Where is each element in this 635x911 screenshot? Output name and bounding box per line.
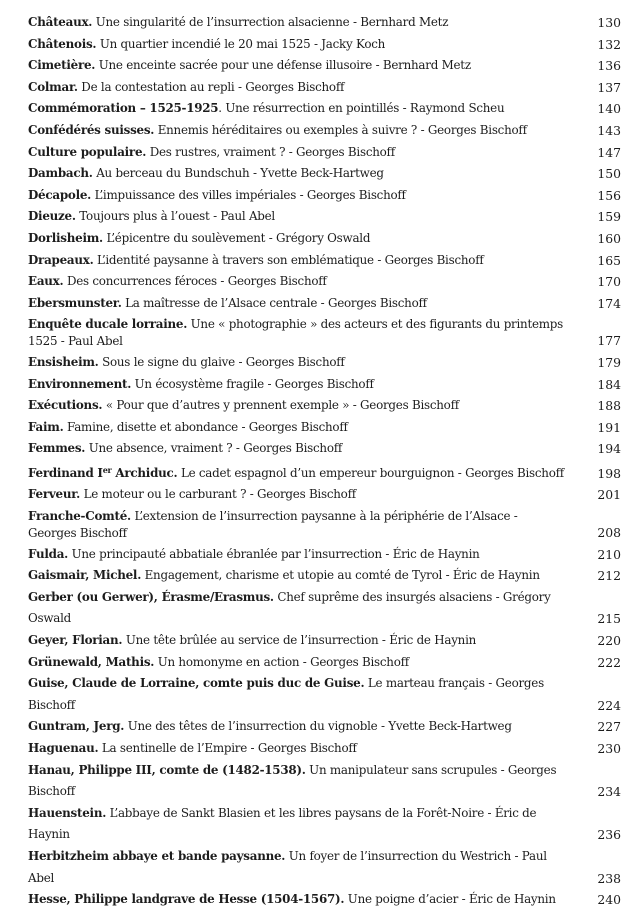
toc-entry	[28, 438, 621, 460]
toc-entry	[28, 738, 621, 760]
toc-entry-text	[28, 889, 589, 911]
toc-entry-title: Une principauté abbatiale ébranlée par l’insurrection - Éric de Haynin	[71, 546, 480, 561]
toc-entry	[28, 352, 621, 374]
toc-entry-heading-superscript: er	[102, 464, 112, 475]
toc-entry-title: Un manipulateur sans scrupules - Georges Bischoff	[28, 762, 557, 799]
toc-entry-title: Au berceau du Bundschuh - Yvette Beck-Hartweg	[96, 166, 384, 181]
toc-entry-text	[28, 120, 589, 142]
toc-entry-text	[28, 250, 589, 272]
toc-entry-text	[28, 228, 589, 250]
toc-entry	[28, 185, 621, 207]
toc-entry-title: Le cadet espagnol d’un empereur bourguignon - Georges Bischoff	[180, 465, 564, 480]
toc-entry-page-number: 236	[597, 827, 621, 843]
toc-entry-text	[28, 587, 589, 630]
toc-entry-title: Engagement, charisme et utopie au comté de Tyrol - Éric de Haynin	[144, 568, 540, 583]
toc-entry-title: Des concurrences féroces - Georges Bischoff	[66, 274, 327, 289]
toc-entry-heading: Colmar.	[28, 79, 78, 94]
toc-entry-page-number: 156	[597, 187, 621, 203]
toc-entry-text	[28, 374, 589, 396]
toc-entry-title: Une des têtes de l’insurrection du vignoble - Yvette Beck-Hartweg	[127, 719, 512, 734]
toc-entry	[28, 374, 621, 396]
toc-entry	[28, 630, 621, 652]
toc-entry-heading: Herbitzheim abbaye et bande paysanne.	[28, 848, 286, 863]
toc-entry-heading: Enquête ducale lorraine.	[28, 317, 188, 332]
toc-entry-title: Une enceinte sacrée pour une défense illusoire - Bernhard Metz	[98, 58, 471, 73]
toc-entry-heading: Ferveur.	[28, 487, 81, 502]
toc-entry-title: Le moteur ou le carburant ? - Georges Bischoff	[83, 487, 356, 502]
toc-entry-heading: Hanau, Philippe III, comte de (1482-1538).	[28, 762, 306, 777]
toc-entry-page-number: 140	[597, 101, 621, 117]
toc-entry-text	[28, 846, 589, 889]
toc-entry	[28, 163, 621, 185]
toc-entry-text	[28, 293, 589, 315]
table-of-contents	[28, 12, 621, 911]
toc-entry	[28, 760, 621, 803]
toc-entry-page-number: 238	[597, 870, 621, 886]
toc-entry-heading: Dorlisheim.	[28, 230, 103, 245]
toc-entry-title: Le marteau français - Georges Bischoff	[28, 676, 544, 712]
toc-entry-page-number: 143	[597, 122, 621, 138]
toc-entry-text	[28, 352, 589, 374]
toc-entry-text	[28, 395, 589, 417]
toc-entry-text	[28, 544, 589, 566]
toc-entry-text	[28, 55, 589, 77]
toc-entry-title: Une absence, vraiment ? - Georges Bischoff	[88, 441, 343, 456]
toc-entry-heading: Hauenstein.	[28, 805, 107, 820]
toc-entry-page-number: 215	[597, 611, 621, 627]
toc-entry-heading: Faim.	[28, 419, 64, 434]
toc-entry-heading: Décapole.	[28, 187, 92, 202]
toc-entry-heading: Geyer, Florian.	[28, 633, 123, 648]
toc-entry-title: Ennemis héréditaires ou exemples à suivre ? - Georges Bischoff	[157, 122, 527, 137]
toc-entry-page-number: 222	[597, 654, 621, 670]
toc-entry	[28, 587, 621, 630]
toc-entry-text	[28, 673, 589, 716]
toc-entry-title: Une « photographie » des acteurs et des figurants du printemps 1525 - Paul Abel	[28, 317, 564, 348]
toc-entry-heading: Gerber (ou Gerwer), Érasme/Erasmus.	[28, 589, 274, 604]
toc-entry-title: Sous le signe du glaive - Georges Bischoff	[102, 354, 345, 369]
toc-entry-title: L’impuissance des villes impériales - Georges Bischoff	[94, 187, 406, 202]
toc-entry	[28, 34, 621, 56]
toc-entry-title: L’épicentre du soulèvement - Grégory Oswald	[106, 230, 371, 245]
toc-entry-page-number: 224	[597, 697, 621, 713]
toc-entry-title: La sentinelle de l’Empire - Georges Bischoff	[101, 741, 357, 755]
toc-entry	[28, 395, 621, 417]
toc-entry	[28, 484, 621, 506]
toc-entry	[28, 314, 621, 352]
toc-entry-heading: Grünewald, Mathis.	[28, 654, 155, 669]
toc-entry-title: Un homonyme en action - Georges Bischoff	[157, 654, 409, 669]
toc-entry-page-number: 212	[597, 568, 621, 584]
toc-entry	[28, 12, 621, 34]
toc-entry-page-number: 147	[597, 144, 621, 160]
toc-entry	[28, 293, 621, 315]
toc-entry-page-number: 188	[597, 398, 621, 414]
toc-entry-page-number: 179	[597, 354, 621, 370]
toc-entry-text	[28, 271, 589, 293]
toc-entry-heading: Châteaux.	[28, 15, 93, 29]
toc-entry-page-number: 191	[597, 419, 621, 435]
toc-entry	[28, 228, 621, 250]
toc-entry	[28, 77, 621, 99]
toc-entry-title: Un quartier incendié le 20 mai 1525 - Jacky Koch	[99, 36, 386, 51]
toc-entry-page-number: 208	[597, 525, 621, 541]
toc-entry	[28, 673, 621, 716]
toc-entry-heading: Hesse, Philippe landgrave de Hesse (1504-1567).	[28, 892, 345, 907]
toc-entry-heading: Confédérés suisses.	[28, 122, 155, 137]
toc-entry-title: L’abbaye de Sankt Blasien et les libres paysans de la Forêt-Noire - Éric de Haynin	[28, 805, 537, 842]
toc-entry-page-number: 137	[597, 79, 621, 95]
toc-entry-heading: Exécutions.	[28, 398, 103, 413]
toc-entry-heading: Eaux.	[28, 274, 64, 289]
toc-entry-text	[28, 738, 589, 760]
toc-entry-page-number: 194	[597, 441, 621, 457]
toc-entry-text	[28, 142, 589, 164]
toc-entry-title: Une singularité de l’insurrection alsacienne - Bernhard Metz	[95, 15, 449, 29]
toc-entry	[28, 460, 621, 485]
toc-entry	[28, 803, 621, 846]
toc-entry	[28, 271, 621, 293]
toc-entry	[28, 120, 621, 142]
toc-entry-text	[28, 760, 589, 803]
toc-entry-page-number: 240	[597, 892, 621, 908]
toc-entry-page-number: 230	[597, 741, 621, 756]
toc-entry-heading: Ferdinand I	[28, 465, 103, 480]
toc-entry	[28, 250, 621, 272]
toc-entry-text	[28, 206, 589, 228]
toc-entry-text	[28, 652, 589, 674]
toc-entry-heading: Haguenau.	[28, 741, 99, 755]
toc-entry-text	[28, 484, 589, 506]
toc-entry-page-number: 136	[597, 58, 621, 74]
toc-entry-heading: Châtenois.	[28, 36, 97, 51]
toc-entry-title: « Pour que d’autres y prennent exemple » - Georges Bischoff	[105, 398, 459, 413]
toc-entry-title: L’identité paysanne à travers son emblématique - Georges Bischoff	[97, 252, 484, 267]
toc-entry-heading-continued: Archiduc.	[111, 465, 178, 480]
toc-entry-text	[28, 630, 589, 652]
toc-entry-heading: Femmes.	[28, 441, 86, 456]
toc-entry-title: Une poigne d’acier - Éric de Haynin	[347, 892, 556, 907]
toc-entry	[28, 417, 621, 439]
toc-entry-heading: Gaismair, Michel.	[28, 568, 142, 583]
toc-entry-heading: Commémoration – 1525-1925	[28, 101, 219, 116]
toc-entry-page-number: 160	[597, 230, 621, 246]
toc-entry-heading: Franche-Comté.	[28, 509, 131, 524]
toc-entry-title: Des rustres, vraiment ? - Georges Bischoff	[149, 144, 395, 159]
toc-entry-text	[28, 185, 589, 207]
toc-entry-text	[28, 163, 589, 185]
toc-entry-page-number: 159	[597, 209, 621, 225]
toc-entry	[28, 652, 621, 674]
toc-entry	[28, 506, 621, 544]
toc-entry-title: Un écosystème fragile - Georges Bischoff	[134, 376, 374, 391]
toc-entry-title: Chef suprême des insurgés alsaciens - Grégory Oswald	[28, 589, 551, 626]
toc-entry	[28, 889, 621, 911]
toc-entry-heading: Dieuze.	[28, 209, 76, 224]
toc-entry-text	[28, 12, 589, 34]
toc-entry-page-number: 198	[597, 465, 621, 481]
toc-entry	[28, 565, 621, 587]
toc-entry-heading: Ensisheim.	[28, 354, 99, 369]
toc-entry	[28, 846, 621, 889]
toc-entry-heading: Guntram, Jerg.	[28, 719, 125, 734]
toc-entry	[28, 716, 621, 738]
toc-entry-page-number: 210	[597, 546, 621, 562]
toc-entry-page-number: 165	[597, 252, 621, 268]
toc-entry-title: Un foyer de l’insurrection du Westrich - Paul Abel	[28, 848, 547, 885]
toc-entry-text	[28, 314, 589, 352]
toc-entry-page-number: 170	[597, 274, 621, 290]
toc-entry-title: . Une résurrection en pointillés - Raymond Scheu	[218, 101, 505, 116]
toc-entry-text	[28, 460, 589, 485]
toc-entry-text	[28, 716, 589, 738]
toc-entry-page-number: 220	[597, 633, 621, 649]
toc-entry-text	[28, 803, 589, 846]
toc-entry-heading: Culture populaire.	[28, 144, 147, 159]
toc-entry-heading: Guise, Claude de Lorraine, comte puis duc de Guise.	[28, 676, 365, 691]
toc-entry-page-number: 184	[597, 376, 621, 392]
toc-entry-title: Famine, disette et abondance - Georges Bischoff	[67, 419, 348, 434]
toc-entry-page-number: 177	[597, 333, 621, 349]
toc-entry-text	[28, 417, 589, 439]
toc-entry-page-number: 234	[597, 784, 621, 800]
toc-entry-page-number: 201	[597, 487, 621, 503]
toc-entry-heading: Cimetière.	[28, 58, 96, 73]
toc-entry-title: La maîtresse de l’Alsace centrale - Georges Bischoff	[125, 295, 427, 310]
toc-entry-text	[28, 98, 589, 120]
toc-entry-heading: Drapeaux.	[28, 252, 94, 267]
toc-entry-text	[28, 506, 589, 544]
toc-entry	[28, 206, 621, 228]
toc-entry-heading: Ebersmunster.	[28, 295, 122, 310]
toc-entry-heading: Dambach.	[28, 166, 93, 181]
toc-entry-heading: Fulda.	[28, 546, 69, 561]
toc-entry-page-number: 227	[597, 719, 621, 735]
toc-entry-page-number: 174	[597, 295, 621, 311]
toc-entry-title: Toujours plus à l’ouest - Paul Abel	[79, 209, 275, 224]
toc-entry-page-number: 132	[597, 36, 621, 52]
toc-entry-title: Une tête brûlée au service de l’insurrection - Éric de Haynin	[125, 633, 477, 648]
toc-entry-page-number: 130	[597, 15, 621, 30]
toc-entry-text	[28, 438, 589, 460]
toc-entry-text	[28, 34, 589, 56]
toc-entry	[28, 142, 621, 164]
toc-entry	[28, 544, 621, 566]
toc-entry-text	[28, 565, 589, 587]
toc-entry-text	[28, 77, 589, 99]
toc-entry-title: L’extension de l’insurrection paysanne à la périphérie de l’Alsace - Georges Bischoff	[28, 509, 518, 540]
toc-entry-title: De la contestation au repli - Georges Bischoff	[81, 79, 345, 94]
toc-entry	[28, 98, 621, 120]
toc-entry-page-number: 150	[597, 166, 621, 182]
toc-entry-heading: Environnement.	[28, 376, 132, 391]
toc-entry	[28, 55, 621, 77]
